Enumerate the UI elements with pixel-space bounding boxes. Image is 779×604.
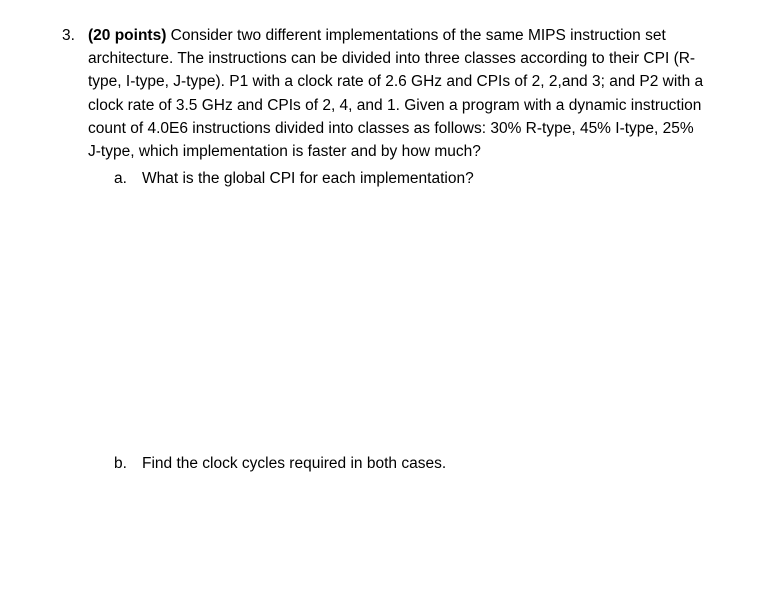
- prompt-line-2: architecture. The instructions can be divided into three classes according to their CPI (R-: [88, 50, 696, 68]
- sub-question-a: [114, 167, 474, 190]
- prompt-line-4: clock rate of 3.5 GHz and CPIs of 2, 4, and 1. Given a program with a dynamic instruction: [88, 96, 702, 114]
- question-points: (20 points): [88, 27, 167, 44]
- sub-question-a-text: What is the global CPI for each implementation?: [142, 170, 474, 187]
- prompt-line-5: count of 4.0E6 instructions divided into classes as follows: 30% R-type, 45% I-type, 25%: [88, 119, 694, 137]
- sub-question-b-label: b.: [114, 455, 127, 472]
- sub-question-b-text: Find the clock cycles required in both cases.: [142, 455, 447, 472]
- sub-question-b: [114, 452, 446, 475]
- question-prompt: [88, 24, 748, 163]
- prompt-line-1-text: Consider two different implementations of the same MIPS instruction set: [166, 27, 666, 44]
- question-number: 3.: [62, 27, 75, 44]
- prompt-line-3: type, I-type, J-type). P1 with a clock rate of 2.6 GHz and CPIs of 2, 2,and 3; and P2 with a: [88, 73, 704, 91]
- sub-question-a-label: a.: [114, 170, 127, 187]
- prompt-line-1: [88, 24, 748, 47]
- prompt-line-6: J-type, which implementation is faster and by how much?: [88, 143, 481, 161]
